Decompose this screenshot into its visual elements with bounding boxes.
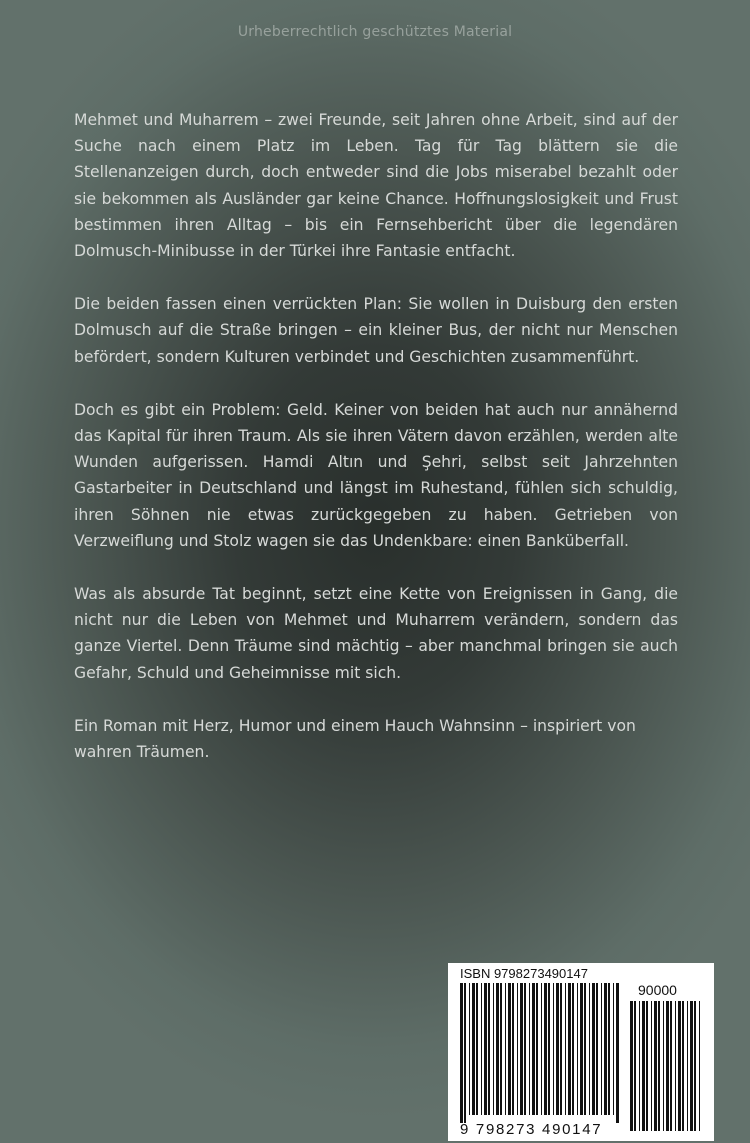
- barcode-bar: [476, 983, 478, 1115]
- barcode-bar: [596, 983, 598, 1115]
- barcode-bar: [687, 1001, 688, 1131]
- barcode-bar: [481, 983, 482, 1115]
- barcode-bar: [601, 983, 602, 1115]
- barcode-bar: [678, 1001, 681, 1131]
- barcode-bar: [548, 983, 550, 1115]
- blurb-paragraph: Die beiden fassen einen verrückten Plan: Sie wollen in Duisburg den ersten Dolmusch auf die Straße bringen – ein kleiner Bus, der nicht nur Menschen befördert, sondern Kulturen verbindet und Geschichten zusammenführt.: [74, 295, 678, 366]
- barcode-bar: [580, 983, 583, 1115]
- barcode-bar: [694, 1001, 696, 1131]
- barcode-bar: [699, 1001, 700, 1131]
- barcode-bar: [663, 1001, 664, 1131]
- barcode-bar: [464, 983, 466, 1123]
- barcode-bar: [565, 983, 566, 1115]
- barcode-bar: [604, 983, 607, 1115]
- barcode-bar: [536, 983, 538, 1115]
- barcode-bar: [460, 983, 463, 1123]
- blurb-paragraph: Mehmet und Muharrem – zwei Freunde, seit Jahren ohne Arbeit, sind auf der Suche nach einem Platz im Leben. Tag für Tag blättern sie die Stellenanzeigen durch, doch entweder sind die Jobs miserabel bezahlt oder sie bekommen als Ausländer gar keine Chance. Hoffnungslosigkeit und Frust bestimmen ihren Alltag – bis ein Fernsehbericht über die legendären Dolmusch-Minibusse in der Türkei ihre Fantasie entfacht.: [74, 111, 678, 261]
- barcode-bar: [484, 983, 487, 1115]
- barcode-bar: [666, 1001, 669, 1131]
- barcode-bar: [500, 983, 502, 1115]
- barcode-bar: [639, 1001, 640, 1131]
- barcode-bar: [541, 983, 542, 1115]
- barcode-bar: [651, 1001, 652, 1131]
- barcode-bar: [517, 983, 518, 1115]
- barcode-bar: [553, 983, 554, 1115]
- barcode-bar: [608, 983, 610, 1115]
- barcode-bar: [512, 983, 514, 1115]
- barcode-bar: [690, 1001, 693, 1131]
- barcode-bar: [488, 983, 490, 1115]
- barcode-bar: [572, 983, 574, 1115]
- barcode-bar: [568, 983, 571, 1115]
- barcode-bar: [532, 983, 535, 1115]
- blurb-paragraph: Was als absurde Tat beginnt, setzt eine Kette von Ereignissen in Gang, die nicht nur die Leben von Mehmet und Muharrem verändern, sondern das ganze Viertel. Denn Träume sind mächtig – aber manchmal bringen sie auch Gefahr, Schuld und Geheimnisse mit sich.: [74, 585, 678, 682]
- blurb-paragraph: Doch es gibt ein Problem: Geld. Keiner von beiden hat auch nur annähernd das Kapital für ihren Traum. Als sie ihren Vätern davon erzählen, werden alte Wunden aufgerissen. Hamdi Altın und Şehri, selbst seit Jahrzehnten Gastarbeiter in Deutschland und längst im Ruhestand, fühlen sich schuldig, ihren Söhnen nie etwas zurückgegeben zu haben. Getrieben von Verzweiflung und Stolz wagen sie das Undenkbare: einen Banküberfall.: [74, 400, 678, 550]
- barcode-bar: [493, 983, 494, 1115]
- isbn-label: ISBN 9798273490147: [460, 966, 588, 981]
- barcode-bar: [524, 983, 526, 1115]
- watermark-top: Urheberrechtlich geschütztes Material: [237, 24, 513, 40]
- barcode-bar: [642, 1001, 645, 1131]
- barcode-bar: [630, 1001, 633, 1131]
- barcode-bar: [634, 1001, 636, 1131]
- barcode-bar: [560, 983, 562, 1115]
- barcode-bar: [544, 983, 547, 1115]
- barcode-bar: [529, 983, 530, 1115]
- barcode-bar: [682, 1001, 684, 1131]
- barcode-bar: [613, 983, 614, 1115]
- barcode-bar: [505, 983, 506, 1115]
- barcode-bar: [508, 983, 511, 1115]
- barcode-bar: [469, 983, 470, 1115]
- barcode-bar: [670, 1001, 672, 1131]
- barcode-bar: [472, 983, 475, 1115]
- barcode-bar: [496, 983, 499, 1115]
- barcode-bar: [592, 983, 595, 1115]
- barcode-bar: [520, 983, 523, 1115]
- barcode-digits: 9 798273 490147: [460, 1121, 603, 1138]
- barcode-bar: [675, 1001, 676, 1131]
- barcode-bar: [658, 1001, 660, 1131]
- blurb-paragraph: Ein Roman mit Herz, Humor und einem Hauch Wahnsinn – inspiriert von wahren Träumen.: [74, 716, 636, 762]
- barcode-bar: [646, 1001, 648, 1131]
- barcode-bar: [616, 983, 619, 1123]
- isbn-barcode: [448, 963, 714, 1141]
- barcode-bar: [584, 983, 586, 1115]
- back-cover-blurb: [74, 107, 678, 792]
- barcode-bar: [589, 983, 590, 1115]
- barcode-bar: [577, 983, 578, 1115]
- price-code: 90000: [638, 982, 677, 998]
- barcode-bar: [556, 983, 559, 1115]
- barcode-bar: [654, 1001, 657, 1131]
